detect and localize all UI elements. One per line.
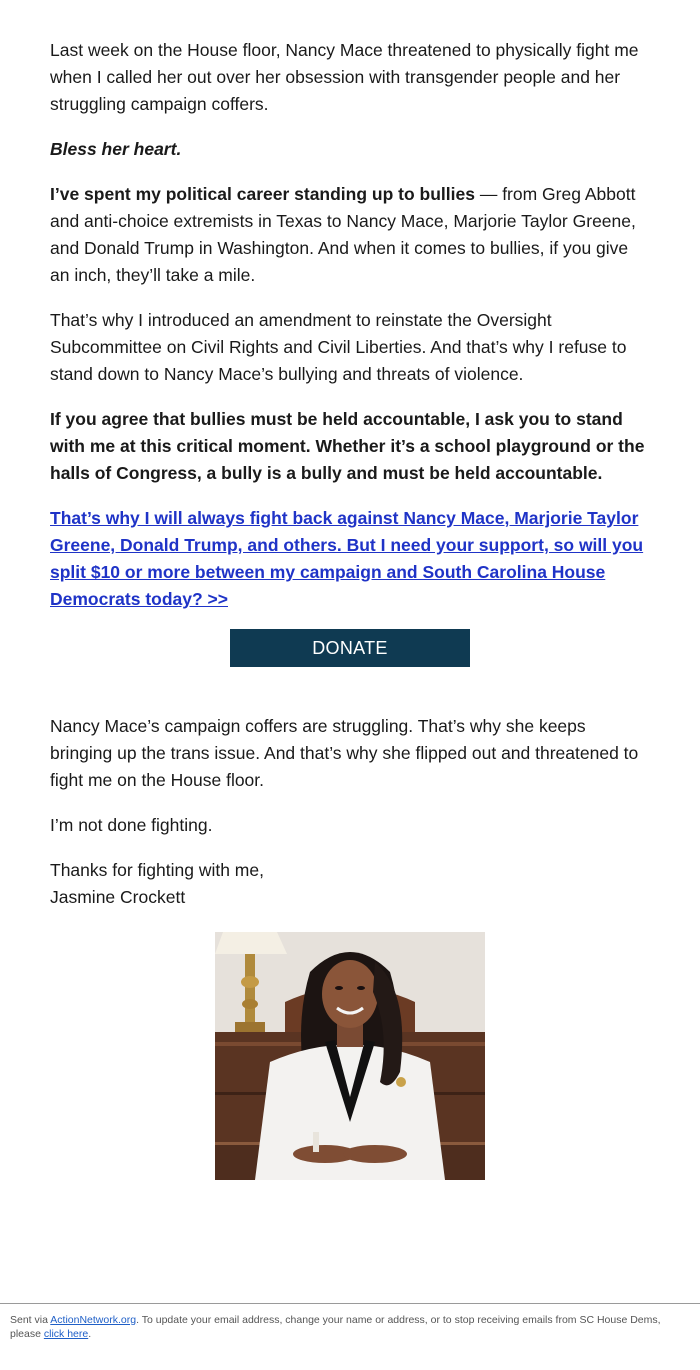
donate-button[interactable]: DONATE [230, 629, 470, 667]
donate-link[interactable]: That’s why I will always fight back against Nancy Mace, Marjorie Taylor Greene, Donald Trump, and others. But I need your support, so will you split $10 or more between my campaign and South Carolina House Democrats today? >> [50, 508, 644, 609]
unsubscribe-link[interactable]: click here [43, 1328, 89, 1340]
paragraph-3-bold: I’ve spent my political career standing up to bullies [50, 184, 475, 204]
paragraph-3-rest: — from Greg Abbott and anti-choice extremists in Texas to Nancy Mace, Marjorie Taylor Greene, and Donald Trump in Washington. And when it comes to bullies, if you give an inch, they’ll take a mile. [50, 184, 636, 285]
signature-name: Jasmine Crockett [50, 887, 186, 907]
paragraph-4: That’s why I introduced an amendment to reinstate the Oversight Subcommittee on Civil Rights and Civil Liberties. And that’s why I refuse to stand down to Nancy Mace’s bullying and threats of violence. [50, 310, 627, 384]
paragraph-7: I’m not done fighting. [50, 815, 213, 835]
footer-suffix: . [88, 1328, 92, 1340]
photo-wrap [50, 932, 650, 1188]
signature-block [50, 857, 650, 911]
paragraph-3 [50, 181, 650, 289]
portrait-photo [215, 932, 485, 1180]
email-footer [0, 1303, 700, 1341]
paragraph-bless-her-heart: Bless her heart. [50, 139, 182, 159]
footer-prefix: Sent via [10, 1314, 51, 1326]
cta-paragraph [50, 505, 650, 613]
footer-middle: . To update your email address, change your name or address, or to stop receiving emails from SC House Dems, please [10, 1314, 661, 1340]
paragraph-6: Nancy Mace’s campaign coffers are struggling. That’s why she keeps bringing up the trans issue. And that’s why she flipped out and threatened to fight me on the House floor. [50, 716, 639, 790]
paragraph-5: If you agree that bullies must be held accountable, I ask you to stand with me at this critical moment. Whether it’s a school playground or the halls of Congress, a bully is a bully and must be held accountable. [50, 409, 645, 483]
email-body [50, 37, 650, 1188]
signoff-line: Thanks for fighting with me, [50, 860, 264, 880]
paragraph-1: Last week on the House floor, Nancy Mace threatened to physically fight me when I called her out over her obsession with transgender people and her struggling campaign coffers. [50, 40, 639, 114]
portrait-illustration [215, 932, 485, 1180]
donate-button-wrap [50, 629, 650, 667]
spacer [50, 667, 650, 713]
actionnetwork-link[interactable]: ActionNetwork.org [50, 1314, 137, 1326]
